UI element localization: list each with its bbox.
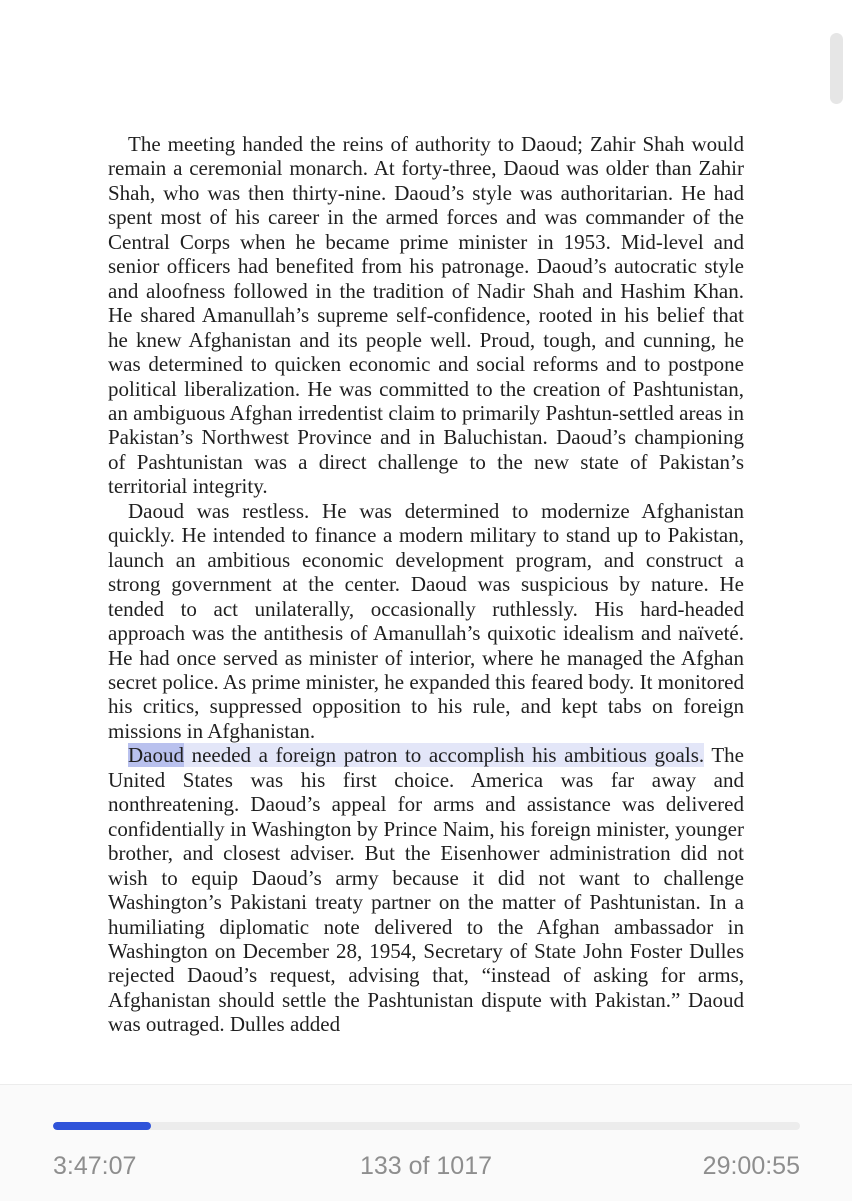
paragraph-2: Daoud was restless. He was determined to modernize Afghanistan quickly. He intended to finance a modern military to stand up to Pakistan, launch an ambitious economic development program, and construct a strong government at the center. Daoud was suspicious by nature. He tended to act unilaterally, occasionally ruthlessly. His hard-headed approach was the antithesis of Amanullah’s quixotic idealism and naïveté. He had once served as minister of interior, where he managed the Afghan secret police. As prime minister, he expanded this feared body. It monitored his critics, suppressed opposition to his rule, and kept tabs on foreign missions in Afghanistan.: [108, 498, 744, 743]
paragraph-1: The meeting handed the reins of authority to Daoud; Zahir Shah would remain a ceremonial monarch. At forty-three, Daoud was older than Zahir Shah, who was then thirty-nine. Daoud’s style was authoritarian. He had spent most of his career in the armed forces and was commander of the Central Corps when he became prime minister in 1953. Mid-level and senior officers had benefited from his patronage. Daoud’s autocratic style and aloofness followed in the tradition of Nadir Shah and Hashim Khan. He shared Amanullah’s supreme self-confidence, rooted in his belief that he knew Afghanistan and its people well. Proud, tough, and cunning, he was determined to quicken economic and social reforms and to postpone political liberalization. He was committed to the creation of Pashtunistan, an ambiguous Afghan irredentist claim to primarily Pashtun-settled areas in Pakistan’s Northwest Province and in Baluchistan. Daoud’s championing of Pashtunistan was a direct challenge to the new state of Pakistan’s territorial integrity.: [108, 132, 744, 499]
progress-bar[interactable]: [53, 1122, 800, 1130]
paragraph-3-rest: The United States was his first choice. America was far away and nonthreatening. Daoud’s appeal for arms and assistance was delivered confidentially in Washington by Prince Naim, his foreign minister, younger brother, and closest adviser. But the Eisenhower administration did not wish to equip Daoud’s army because it did not want to challenge Washington’s Pakistani treaty partner on the matter of Pashtunistan. In a humiliating diplomatic note delivered to the Afghan ambassador in Washington on December 28, 1954, Secretary of State John Foster Dulles rejected Daoud’s request, advising that, “instead of asking for arms, Afghanistan should settle the Pashtunistan dispute with Pakistan.” Daoud was outraged. Dulles added: [108, 743, 744, 1037]
elapsed-time: 3:47:07: [53, 1152, 137, 1180]
playback-footer: [0, 1084, 852, 1201]
highlighted-sentence[interactable]: [128, 743, 704, 767]
highlighted-sentence-rest: needed a foreign patron to accomplish his ambitious goals.: [184, 743, 705, 768]
selected-word[interactable]: Daoud: [128, 743, 184, 768]
paragraph-3: [108, 743, 744, 1036]
progress-fill: [53, 1122, 151, 1130]
remaining-time: 29:00:55: [702, 1152, 800, 1180]
page-indicator: 133 of 1017: [359, 1152, 493, 1180]
scrollbar-thumb[interactable]: [830, 33, 843, 104]
reader-page: [108, 132, 744, 1037]
